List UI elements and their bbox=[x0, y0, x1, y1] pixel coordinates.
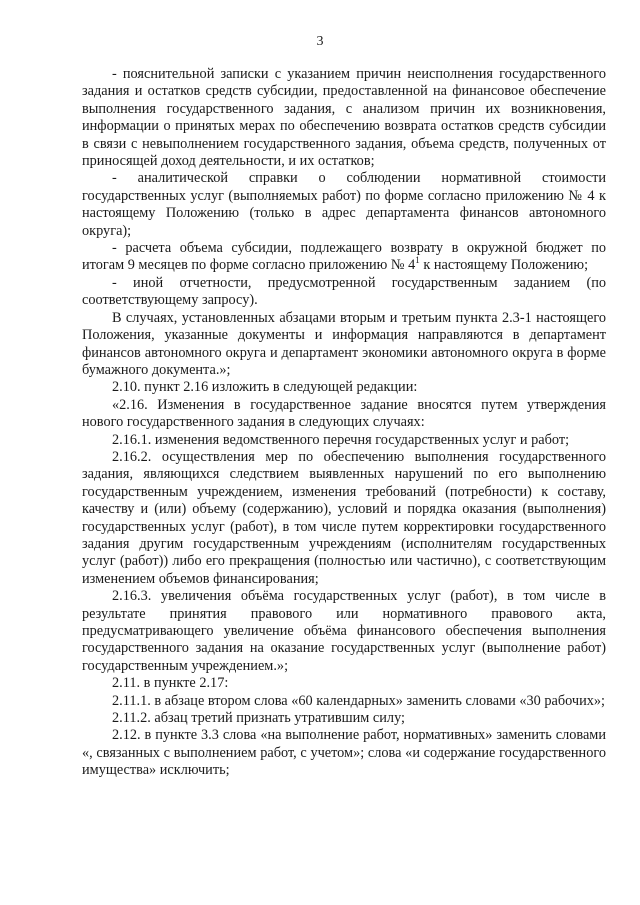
paragraph-2-11-1: 2.11.1. в абзаце втором слова «60 календарных» заменить словами «30 рабочих»; bbox=[112, 692, 605, 709]
paragraph-2-11: 2.11. в пункте 2.17: bbox=[112, 675, 229, 692]
subsidy-text-before: - расчета объема субсидии, подлежащего возврату в окружной бюджет по итогам 9 месяцев по форме согласно приложению № 4 bbox=[82, 240, 606, 274]
paragraph-analytical-report: - аналитической справки о соблюдении нормативной стоимости государственных услуг (выполняемых работ) по форме согласно приложению № 4 к настоящему Положению (только в адрес департамента финансов автономного округа); bbox=[82, 170, 606, 239]
page-number: 3 bbox=[316, 34, 324, 49]
paragraph-2-16-2: 2.16.2. осуществления мер по обеспечению выполнения государственного задания, являющихся следствием выявленных нарушений по его выполнению государственным учреждением, изменения требований (потребности) к составу, качеству и (или) объему (содержанию), условий и порядка оказания (выполнения) государственных услуг (работ), в том числе путем корректировки государственного задания другим государственным учреждениям (исполнителям государственных услуг (работ)) либо его прекращения (полностью или частично), с соответствующим изменением объемов финансирования; bbox=[82, 448, 606, 587]
paragraph-subsidy-calculation bbox=[82, 240, 606, 275]
paragraph-2-11-2: 2.11.2. абзац третий признать утратившим силу; bbox=[112, 710, 405, 727]
appendix-superscript: 1 bbox=[415, 255, 420, 266]
paragraph-2-16: «2.16. Изменения в государственное задание вносятся путем утверждения нового государственного задания в следующих случаях: bbox=[82, 396, 606, 431]
subsidy-text-after: к настоящему Положению; bbox=[419, 257, 589, 274]
paragraph-2-12: 2.12. в пункте 3.3 слова «на выполнение работ, нормативных» заменить словами «, связанных с выполнением работ, с учетом»; слова «и содержание государственного имущества» исключить; bbox=[82, 727, 606, 779]
paragraph-other-reporting: - иной отчетности, предусмотренной государственным заданием (по соответствующему запросу). bbox=[82, 274, 606, 309]
paragraph-2-16-1: 2.16.1. изменения ведомственного перечня государственных услуг и работ; bbox=[112, 431, 570, 448]
paragraph-paper-submission: В случаях, установленных абзацами вторым и третьим пункта 2.3-1 настоящего Положения, указанные документы и информация направляются в департамент финансов автономного округа и департамент экономики автономного округа в форме бумажного документа.»; bbox=[82, 309, 606, 378]
document-body bbox=[82, 66, 606, 780]
paragraph-explanatory-note: - пояснительной записки с указанием причин неисполнения государственного задания и остатков средств субсидии, предоставленной на финансовое обеспечение выполнения государственного задания, с анализом причин их возникновения, информации о принятых мерах по обеспечению возврата остатков средств субсидии в связи с невыполнением государственного задания, объема средств, полученных от приносящей доход деятельности, и их остатков; bbox=[82, 66, 606, 170]
paragraph-2-16-3: 2.16.3. увеличения объёма государственных услуг (работ), в том числе в результате принятия правового или нормативного правового акта, предусматривающего увеличение объёма финансового обеспечения выполнения государственного задания на оказание государственных услуг (выполнение работ) государственным учреждением.»; bbox=[82, 588, 606, 674]
paragraph-2-10: 2.10. пункт 2.16 изложить в следующей редакции: bbox=[112, 379, 418, 396]
